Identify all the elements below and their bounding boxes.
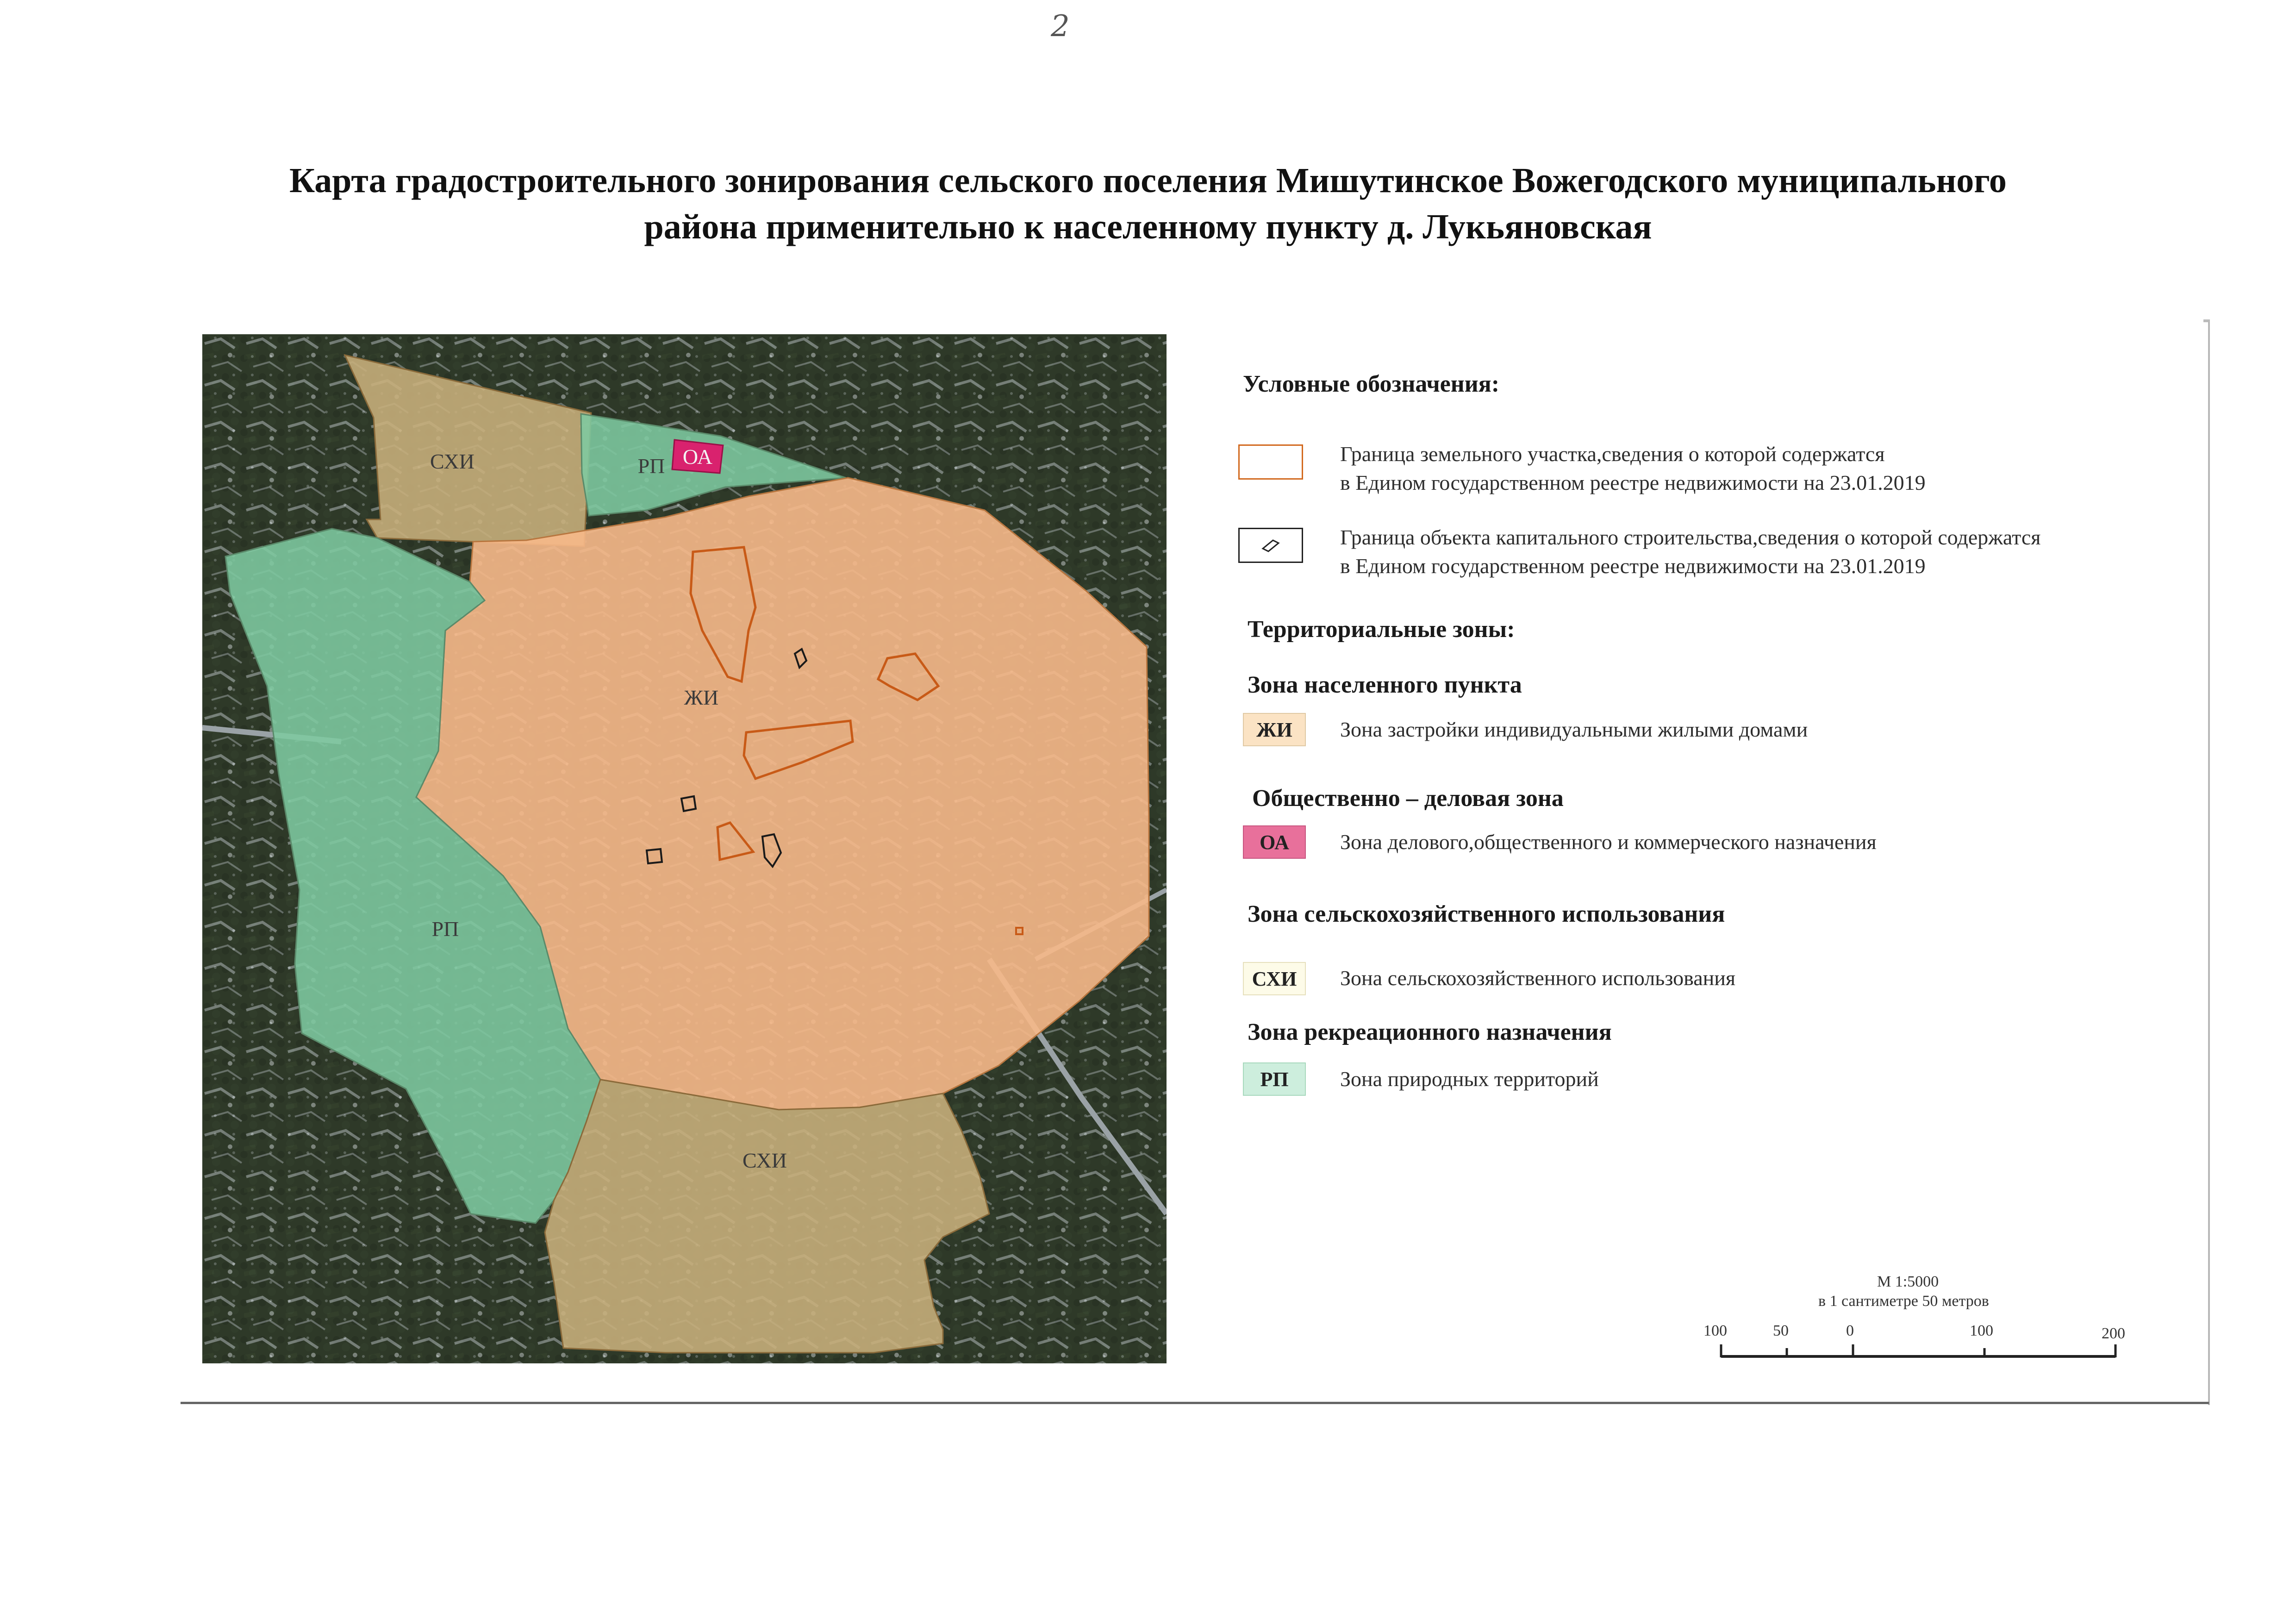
page-number: 2: [1051, 9, 1070, 44]
desc-rp: Зона природных территорий: [1340, 1067, 1599, 1091]
frame-bottom-border: [181, 1402, 2209, 1404]
parcel-border-desc: Граница земельного участка,сведения о которой содержатся в Едином государственном реестре недвижимости на 23.01.2019: [1340, 442, 1926, 494]
label-oa: ОА: [682, 445, 713, 468]
zone-shi-south[interactable]: [545, 1080, 989, 1353]
scale-tick-label-0: 0: [1846, 1322, 1854, 1339]
scale-ratio: М 1:5000: [1877, 1273, 1939, 1290]
building-outline-icon: [1259, 538, 1282, 552]
territorial-zones-heading: Территориальные зоны:: [1248, 616, 1515, 643]
group-heading-business: Общественно – деловая зона: [1252, 785, 1564, 812]
zoning-map[interactable]: [202, 334, 1167, 1363]
desc-shi: Зона сельскохозяйственного использования: [1340, 966, 1736, 990]
desc-oa: Зона делового,общественного и коммерческого назначения: [1340, 830, 1877, 854]
building-border-symbol: [1238, 528, 1303, 563]
scale-tick-label-100: 100: [1970, 1322, 1993, 1339]
title-line-2: района применительно к населенному пункту д. Лукьяновская: [644, 207, 1652, 246]
group-heading-agricultural: Зона сельскохозяйственного использования: [1248, 901, 1725, 927]
swatch-oa: ОА: [1243, 825, 1306, 859]
scale-note: в 1 сантиметре 50 метров: [1818, 1293, 1989, 1310]
label-rp-west: РП: [431, 917, 459, 941]
scale-tick-label-200: 200: [2102, 1325, 2125, 1342]
group-heading-recreation: Зона рекреационного назначения: [1248, 1019, 1612, 1045]
scale-tick-label-50: 50: [1773, 1322, 1789, 1339]
swatch-shi: СХИ: [1243, 962, 1306, 995]
swatch-zhi: ЖИ: [1243, 713, 1306, 746]
scale-tick-label-100-left: 100: [1703, 1322, 1727, 1339]
scale-line: [1713, 1338, 2129, 1366]
label-rp-north: РП: [637, 454, 665, 478]
group-heading-settlement: Зона населенного пункта: [1248, 672, 1522, 698]
building-border-desc: Граница объекта капитального строительства,сведения о которой содержатся в Едином государственном реестре недвижимости на 23.01.2019: [1340, 525, 2041, 578]
swatch-rp: РП: [1243, 1062, 1306, 1096]
map-canvas: [202, 334, 1167, 1363]
legend-heading: Условные обозначения:: [1243, 371, 1500, 397]
title-line-1: Карта градостроительного зонирования сельского поселения Мишутинское Вожегодского муниципального: [289, 161, 2007, 200]
parcel-border-symbol: [1238, 444, 1303, 480]
scale-bar: [1703, 1273, 2129, 1366]
label-zhi: ЖИ: [684, 686, 719, 709]
desc-zhi: Зона застройки индивидуальными жилыми домами: [1340, 718, 1808, 741]
label-shi-south: СХИ: [742, 1149, 787, 1172]
map-title: [139, 157, 2157, 250]
label-shi-north: СХИ: [430, 450, 474, 473]
frame-right-border: [2208, 322, 2210, 1405]
